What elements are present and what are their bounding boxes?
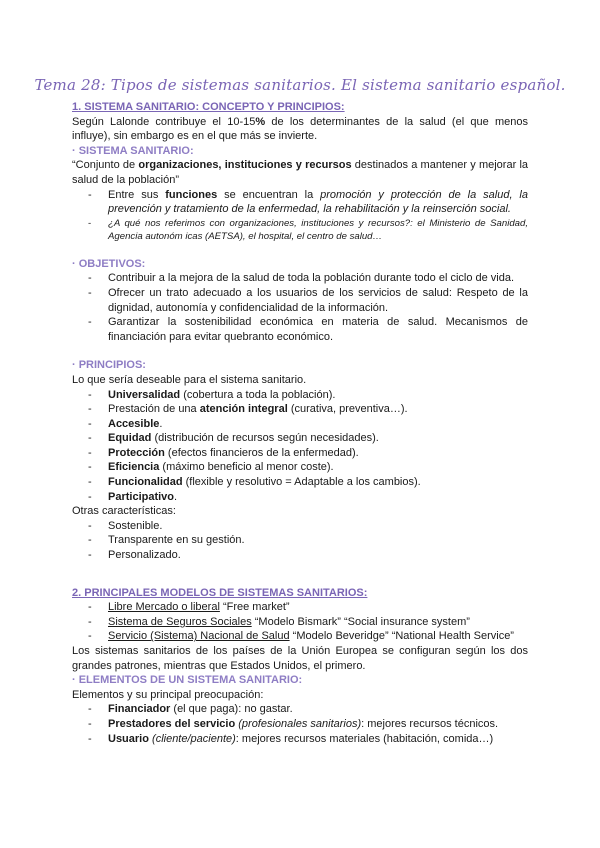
proteccion-text: (efectos financieros de la enfermedad). [164, 446, 359, 459]
model-name: Sistema de Seguros Sociales [108, 615, 252, 628]
list-item-participativo [108, 490, 528, 505]
list-item: - Garantizar la sostenibilidad económica en materia de salud. Mecanismos de financiación para evitar quebranto económico. [108, 315, 528, 344]
eficiencia-text: (máximo beneficio al menor coste). [159, 461, 334, 474]
list-item-usuario [108, 732, 528, 747]
objetivos-list [72, 271, 528, 344]
list-item-model [108, 600, 528, 615]
prestacion-text-a: Prestación de una [108, 403, 200, 416]
list-item: - Contribuir a la mejora de la salud de toda la población durante todo el ciclo de vida. [108, 271, 528, 286]
model-desc: “Free market” [219, 601, 290, 614]
elementos-heading: · ELEMENTOS DE UN SISTEMA SANITARIO: [72, 674, 303, 687]
organizaciones-italic: ¿A qué nos referimos con organizaciones, instituciones y recursos?: el Ministerio de Sanidad, Agencia autonóm icas (AETSA), el hospital, el centro de salud… [108, 217, 528, 242]
equidad-text: (distribución de recursos según necesidades). [151, 432, 379, 445]
model-name: Servicio (Sistema) Nacional de Salud [108, 630, 290, 643]
financiador-text: (el que paga): no gastar. [170, 703, 293, 716]
equidad-bold: Equidad [108, 432, 152, 445]
participativo-bold: Participativo [108, 490, 175, 503]
prestadores-bold: Prestadores del servicio [108, 717, 236, 730]
models-list [72, 600, 528, 644]
proteccion-bold: Protección [108, 446, 165, 459]
section-1-heading: 1. SISTEMA SANITARIO: CONCEPTO Y PRINCIPIOS: [72, 101, 345, 113]
def-text-c: destinados a mantener y mejorar la salud de la población” [72, 159, 529, 186]
list-item-funcionalidad [108, 475, 528, 490]
prestacion-bold: atención integral [199, 403, 288, 416]
list-item-equidad [108, 431, 528, 446]
document-body [72, 100, 528, 746]
section-1-intro [72, 115, 528, 144]
principios-list [72, 388, 528, 505]
eficiencia-bold: Eficiencia [108, 461, 160, 474]
list-item-model [108, 629, 528, 644]
universalidad-bold: Universalidad [108, 388, 181, 401]
def-bold: organizaciones, instituciones y recursos [138, 159, 352, 172]
funciones-text-a: Entre sus [108, 188, 166, 201]
model-name: Libre Mercado o liberal [108, 601, 220, 614]
financiador-bold: Financiador [108, 703, 171, 716]
prestacion-text-c: (curativa, preventiva…). [287, 403, 408, 416]
principios-heading: · PRINCIPIOS: [72, 359, 146, 372]
elementos-list [72, 702, 528, 746]
list-item-universalidad [108, 388, 528, 403]
intro-text-a: Según Lalonde contribuye el 10-15 [72, 115, 256, 128]
funciones-italic: promoción y protección de la salud, la prevención y tratamiento de la enfermedad, la rehabilitación y la reinserción social. [108, 188, 528, 216]
list-item-funciones [108, 188, 528, 217]
sistema-list [72, 188, 528, 243]
models-paragraph: Los sistemas sanitarios de los países de la Unión Europea se configuran según los dos grandes patrones, mientras que Estados Unidos, el primero. [72, 645, 528, 672]
funciones-bold: funciones [165, 188, 218, 201]
list-item-financiador [108, 702, 528, 717]
usuario-text: : mejores recursos materiales (habitación, comida…) [235, 732, 494, 745]
model-desc: “Modelo Beveridge” “National Health Service” [289, 630, 514, 643]
objetivos-heading: · OBJETIVOS: [72, 257, 146, 270]
list-item-prestacion [108, 402, 528, 417]
accesible-text: . [159, 417, 163, 430]
list-item-accesible [108, 417, 528, 432]
def-text-a: “Conjunto de [72, 159, 139, 172]
sistema-definition [72, 158, 528, 187]
accesible-bold: Accesible [108, 417, 160, 430]
list-item: - Transparente en su gestión. [108, 533, 528, 548]
list-item-proteccion [108, 446, 528, 461]
usuario-italic: (cliente/paciente) [148, 732, 236, 745]
sistema-sanitario-heading: · SISTEMA SANITARIO: [72, 144, 194, 157]
prestadores-italic: (profesionales sanitarios) [235, 717, 362, 730]
funcionalidad-text: (flexible y resolutivo = Adaptable a los cambios). [182, 476, 421, 489]
list-item-organizaciones [108, 217, 528, 243]
funcionalidad-bold: Funcionalidad [108, 476, 183, 489]
participativo-text: . [174, 490, 178, 503]
section-2-heading: 2. PRINCIPALES MODELOS DE SISTEMAS SANITARIOS: [72, 586, 368, 599]
intro-text-c: de los determinantes de la salud (el que menos influye), sin embargo es en el que más se invierte. [72, 115, 528, 143]
universalidad-text: (cobertura a toda la población). [180, 388, 336, 401]
prestadores-text: : mejores recursos técnicos. [361, 717, 499, 730]
funciones-text-c: se encuentran la [217, 188, 321, 201]
page-title: Tema 28: Tipos de sistemas sanitarios. El sistema sanitario español. [34, 76, 566, 94]
list-item-model [108, 615, 528, 630]
otras-label: Otras características: [72, 505, 176, 518]
model-desc: “Modelo Bismark” “Social insurance system” [251, 615, 470, 628]
elementos-intro: Elementos y su principal preocupación: [72, 688, 264, 701]
list-item-eficiencia [108, 460, 528, 475]
otras-list [72, 519, 528, 563]
usuario-bold: Usuario [108, 732, 149, 745]
intro-percent: % [255, 115, 266, 128]
list-item: - Sostenible. [108, 519, 528, 534]
list-item: - Personalizado. [108, 548, 528, 563]
list-item-prestadores [108, 717, 528, 732]
list-item: - Ofrecer un trato adecuado a los usuarios de los servicios de salud: Respeto de la dignidad, autonomía y confidencialidad de la información. [108, 286, 528, 315]
principios-intro: Lo que sería deseable para el sistema sanitario. [72, 373, 307, 386]
